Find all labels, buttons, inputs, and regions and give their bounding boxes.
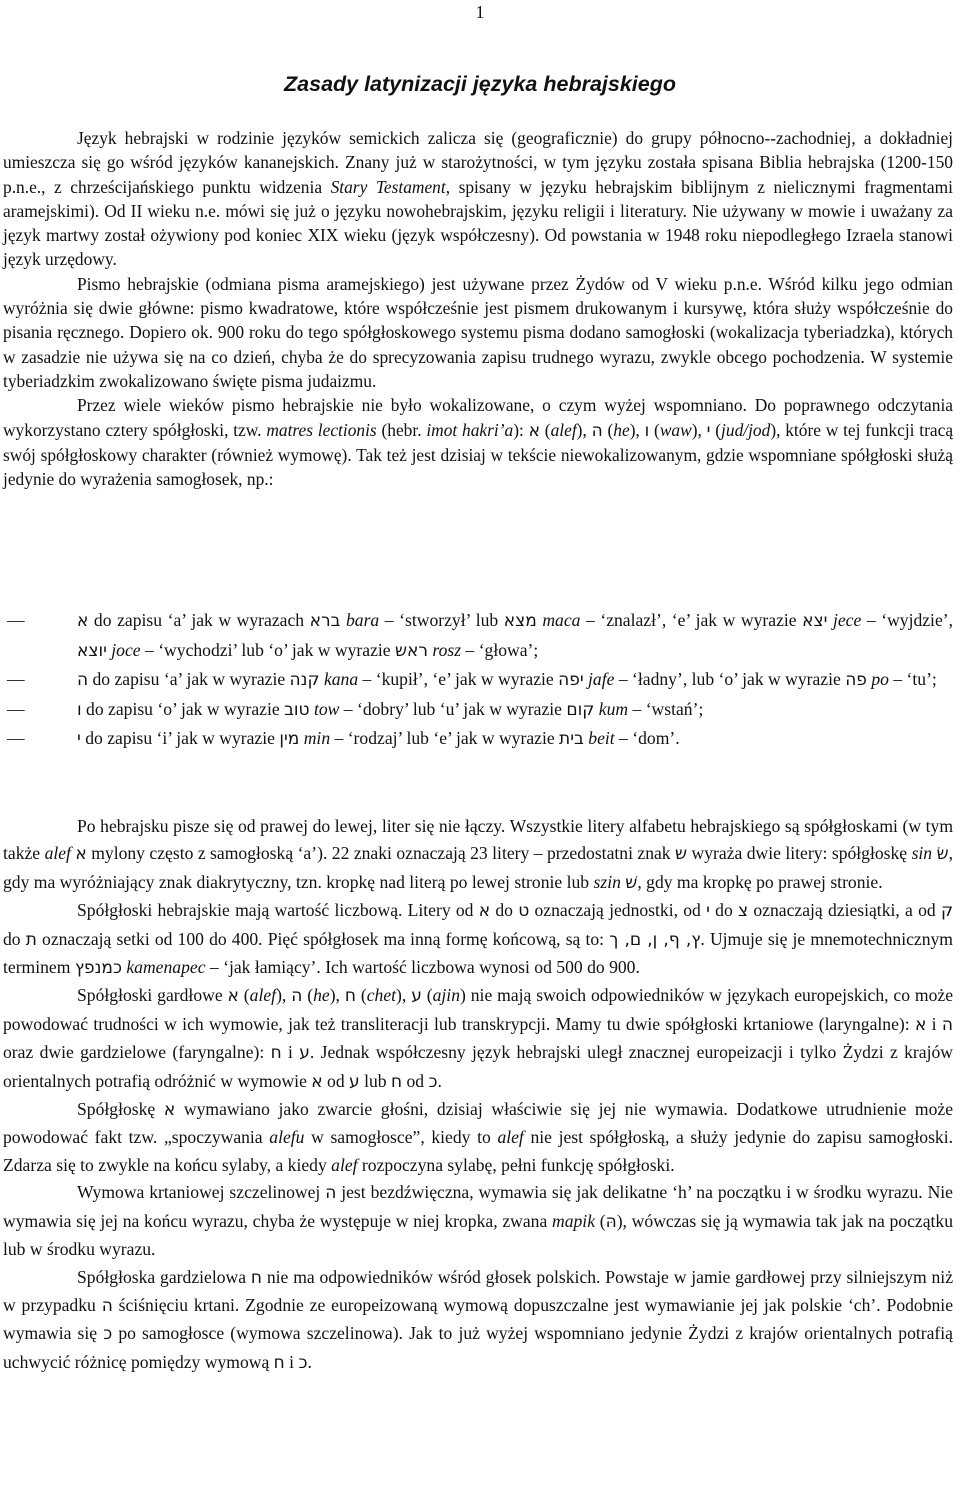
text-run: – ‘wychodzi’ lub ‘o’ jak w wyrazie — [140, 639, 395, 660]
hebrew-glyph: שׁ — [625, 872, 638, 893]
text-run: ( — [421, 985, 433, 1006]
hebrew-glyph: כ — [298, 1352, 308, 1373]
list-dash: — — [7, 728, 25, 749]
text-run: wyraża dwie litery: spółgłoskę — [687, 843, 912, 864]
hebrew-glyph: יפה — [558, 670, 584, 691]
text-run: Przez wiele wieków pismo hebrajskie nie było wokalizowane, o czym wyżej wspomniano. Do poprawnego odczytania wykorzystano cztery spółgłoski, tzw. — [3, 395, 953, 440]
list-item — [3, 665, 953, 695]
italic-term: kum — [598, 698, 629, 719]
hebrew-glyph: ח — [250, 1267, 262, 1288]
list-dash: — — [7, 669, 25, 690]
hebrew-glyph: א — [478, 901, 491, 922]
text-run: Spółgłoska gardzielowa — [77, 1266, 251, 1287]
hebrew-glyph: יוצא — [77, 640, 107, 661]
text-run: . — [437, 1070, 442, 1091]
hebrew-glyph: י — [706, 901, 710, 922]
hebrew-glyph: א — [528, 420, 540, 441]
italic-term: bara — [345, 610, 380, 630]
italic-term: jece — [832, 610, 862, 630]
text-run: ( — [595, 1210, 606, 1231]
hebrew-glyph: ו — [77, 699, 82, 720]
italic-term: alef — [550, 419, 577, 440]
body-section-2 — [3, 813, 953, 1377]
hebrew-glyph: צ — [738, 901, 749, 922]
hebrew-glyph: מין — [279, 729, 300, 750]
hebrew-glyph: י — [706, 420, 711, 441]
text-run: ( — [355, 985, 367, 1006]
text-run: Spółgłoski hebrajskie mają wartość liczbową. Litery od — [77, 900, 479, 921]
hebrew-glyph: ה — [77, 670, 89, 691]
text-run: – ‘znalazł’, ‘e’ jak w wyrazie — [580, 610, 803, 630]
text-run: do — [490, 900, 519, 921]
text-run: ): — [513, 419, 529, 440]
text-run: Po hebrajsku pisze się od prawej do lewej, liter się nie łączy. Wszystkie litery alfabetu hebrajskiego są spółgłoskami (w tym także — [3, 816, 953, 864]
text-run: . Ujmuje się je mnemotechnicznym terminem — [3, 928, 953, 978]
text-run: ściśnięciu krtani. Zgodnie ze europeizowaną wymową dopuszczalne jest wymawianie jej jak polskie ‘ch’. Podobnie wymawia się — [3, 1294, 953, 1344]
italic-term: alef — [497, 1127, 524, 1148]
hebrew-glyph: י — [77, 729, 81, 750]
text-run: ( — [649, 419, 660, 440]
text-run: ( — [302, 985, 314, 1006]
text-run: , spisany w języku hebrajskim biblijnym z nielicznymi fragmentami aramejskimi). Od II wieku n.e. mówi się już o języku nowohebrajskim, języku religii i literatury. Nie używany w mowie i uważany za język martwy został ożywiony pod koniec XIX wieku (język współczesny). Od powstania w 1948 roku niepodległego Izraela stanowi język urzędowy. — [3, 176, 953, 270]
text-run: jest bezdźwięczna, wymawia się jak delikatne ‘h’ na początku i w środku wyrazu. Nie wymawia się jej na końcu wyrazu, chyba że występuje w niej kropka, zwana — [3, 1182, 953, 1231]
text-run: – ‘rodzaj’ lub ‘e’ jak w wyrazie — [330, 728, 560, 749]
text-run: ) nie mają swoich odpowiedników w językach europejskich, co może powodować trudności w ich wymowie, jak też transliteracji lub transkrypcji. Mamy tu dwie spółgłoski krtaniowe (laryngalne): — [3, 985, 954, 1034]
text-run: – ‘jak łamiący’. Ich wartość liczbowa wynosi od 500 do 900. — [205, 957, 640, 978]
text-run: . Jednak współczesny język hebrajski uległ znacznej europeizacji i tylko Żydzi z krajów orientalnych potrafią odróżnić w wymowie — [3, 1042, 953, 1091]
hebrew-glyph: שׂ — [936, 844, 949, 865]
hebrew-glyph: ה — [325, 1183, 337, 1204]
italic-term: jud/jod — [721, 419, 771, 440]
list-dash: — — [7, 698, 25, 719]
text-run: – ‘wyjdzie’, — [861, 610, 954, 630]
text-run: ), — [629, 419, 645, 440]
text-run: – ‘ładny’, lub ‘o’ jak w wyrazie — [614, 669, 846, 690]
paragraph-guttural — [3, 982, 953, 1096]
list-dash: — — [7, 610, 25, 630]
hebrew-glyph: ראש — [394, 640, 428, 661]
italic-term: jafe — [588, 669, 615, 690]
text-run: oraz dwie gardzielowe (faryngalne): — [3, 1042, 271, 1063]
hebrew-glyph: ה — [291, 986, 303, 1007]
hebrew-glyph: ק — [940, 901, 954, 922]
text-run: do — [709, 900, 739, 921]
italic-term: szin — [593, 871, 621, 892]
italic-term: kamenapec — [126, 957, 206, 978]
hebrew-glyph: א — [75, 844, 87, 865]
text-run: Język hebrajski w rodzinie języków semickich zalicza się (geograficznie) do grupy północno--zachodniej, a dokładniej umieszcza się go wśród języków kananejskich. Znany już w starożytności, w tym języku została spisana Biblia hebrajska (1200-150 p.n.e., z chrześcijańskiego punktu widzenia — [3, 128, 953, 197]
hebrew-glyph: ש — [675, 844, 688, 865]
text-run: ( — [238, 985, 250, 1006]
hebrew-glyph: ת — [25, 929, 37, 950]
italic-term: he — [313, 985, 330, 1006]
hebrew-glyph: כמנפץ — [74, 958, 122, 979]
hebrew-glyph: א — [163, 1100, 176, 1121]
text-run: – ‘tu’; — [888, 669, 937, 690]
text-run: – ‘stworzył’ lub — [379, 610, 504, 630]
hebrew-glyph: ע — [349, 1071, 360, 1092]
italic-term: sin — [911, 843, 933, 864]
text-run: – ‘wstań’; — [628, 698, 704, 719]
body-section-1 — [3, 126, 953, 491]
hebrew-glyph: מצא — [503, 611, 537, 631]
text-run: oznaczają jednostki, od — [529, 900, 707, 921]
italic-term: ajin — [432, 985, 460, 1006]
italic-term: tow — [313, 698, 340, 719]
text-run: do zapisu ‘o’ jak w wyrazie — [81, 698, 285, 719]
hebrew-glyph: א — [311, 1071, 323, 1092]
text-run: nie jest spółgłoską, a służy jedynie do zapisu samogłoski. Zdarza się to zwykle na końcu sylaby, a kiedy — [3, 1127, 954, 1175]
italic-term: matres lectionis — [266, 419, 377, 440]
hebrew-glyph: פה — [845, 670, 867, 691]
hebrew-glyph: ה — [941, 1014, 954, 1035]
italic-term: rosz — [432, 639, 462, 660]
text-run: mylony często z samogłoską ‘a’). 22 znaki oznaczają 23 litery – przedostatni znak — [86, 843, 676, 864]
hebrew-glyph: יצא — [802, 611, 828, 631]
text-run: ( — [540, 419, 551, 440]
hebrew-glyph: ח — [344, 986, 356, 1007]
text-run: do — [3, 928, 26, 949]
text-run: – ‘głowa’; — [461, 639, 539, 660]
text-run: oznaczają dziesiątki, a od — [748, 900, 941, 921]
text-run: ), — [396, 985, 412, 1006]
text-run: ), — [691, 419, 707, 440]
italic-term: joce — [111, 639, 141, 660]
list-item — [3, 695, 953, 725]
hebrew-glyph: קנה — [289, 670, 320, 691]
hebrew-glyph: ט — [518, 901, 530, 922]
text-run: ( — [602, 419, 614, 440]
text-run: ), — [576, 419, 592, 440]
examples-list — [3, 606, 953, 754]
text-run: Pismo hebrajskie (odmiana pisma aramejskiego) jest używane przez Żydów od V wieku p.n.e. Wśród kilku jego odmian wyróżnia się dwie główne: pismo kwadratowe, które współcześnie jest pismem drukowanym i kursywę, która służy współcześnie do pisania ręcznego. Dopiero ok. 900 roku do tego spółgłoskowego systemu pisma dodano samogłoski (wokalizacja tyberiadzka), których w zasadzie nie używa się na co dzień, chyba że do sprecyzowania zapisu trudnego wyrazu, zwykle obcego pochodzenia. W systemie tyberiadzkim zwokalizowano święte pisma judaizmu. — [3, 273, 953, 391]
hebrew-glyph: ברא — [309, 611, 341, 631]
text-run: i — [926, 1013, 942, 1034]
hebrew-glyph: א — [227, 986, 239, 1007]
italic-term: he — [613, 419, 630, 440]
italic-term: maca — [542, 610, 581, 630]
text-run: i — [284, 1351, 299, 1372]
hebrew-glyph: ץ, ף, ן, ם, ך — [609, 929, 701, 950]
hebrew-glyph: כ — [428, 1071, 438, 1092]
paragraph-intro — [3, 126, 953, 272]
paragraph-chet — [3, 1264, 953, 1378]
hebrew-glyph: הּ — [605, 1211, 617, 1232]
text-run: , gdy ma kropkę po prawej stronie. — [637, 871, 883, 892]
hebrew-glyph: ח — [390, 1071, 403, 1092]
text-run: , gdy ma wyróżniający znak diakrytyczny, tzn. kropkę nad literą po lewej stronie lub — [3, 843, 954, 892]
hebrew-glyph: ע — [411, 986, 422, 1007]
hebrew-glyph: ו — [644, 420, 650, 441]
italic-term: alefu — [269, 1127, 305, 1148]
italic-term: min — [303, 728, 331, 749]
italic-term: po — [871, 669, 889, 690]
text-run: Spółgłoskę — [77, 1099, 164, 1120]
paragraph-matres-lectionis — [3, 393, 953, 491]
italic-term: waw — [659, 419, 692, 440]
text-run: wymawiano jako zwarcie głośni, dzisiaj właściwie się jej nie wymawia. Dodatkowe utrudnienie może powodować fakt tzw. „spoczywania — [3, 1099, 954, 1148]
italic-term: alef — [44, 843, 71, 864]
text-run: (hebr. — [376, 419, 427, 440]
text-run: ), — [329, 985, 345, 1006]
paragraph-direction — [3, 813, 953, 897]
paragraph-numeric-values — [3, 897, 953, 982]
italic-term: beit — [588, 728, 615, 749]
hebrew-glyph: קום — [566, 699, 595, 720]
hebrew-glyph: ה — [101, 1295, 113, 1316]
text-run: – ‘dobry’ lub ‘u’ jak w wyrazie — [339, 698, 567, 719]
hebrew-glyph: ח — [270, 1043, 282, 1064]
italic-term: kana — [323, 669, 359, 690]
text-run: – ‘dom’. — [614, 728, 680, 749]
text-run: oznaczają setki od 100 do 400. Pięć spółgłosek ma inną formę końcową, są to: — [36, 928, 610, 949]
text-run: ), — [276, 985, 292, 1006]
italic-term: imot hakri’a — [426, 419, 514, 440]
paragraph-he — [3, 1179, 953, 1263]
hebrew-glyph: ע — [299, 1043, 310, 1064]
text-run: lub — [359, 1070, 391, 1091]
hebrew-glyph: א — [77, 611, 89, 631]
hebrew-glyph: א — [914, 1014, 927, 1035]
text-run: ), które w tej funkcji tracą swój spółgłoskowy charakter (również wymowę). Tak też jest dzisiaj w tekście niewokalizowanym, gdzie wspomniane spółgłoski służą jedynie do wyrażenia samogłosek, np.: — [3, 419, 954, 490]
text-run: Wymowa krtaniowej szczelinowej — [77, 1182, 326, 1203]
italic-term: chet — [366, 985, 397, 1006]
hebrew-glyph: ח — [273, 1352, 285, 1373]
text-run: Spółgłoski gardłowe — [77, 985, 228, 1006]
text-run: do zapisu ‘a’ jak w wyrazie — [88, 669, 290, 690]
text-run: w samogłosce”, kiedy to — [304, 1127, 498, 1148]
italic-term: mapik — [552, 1210, 595, 1231]
text-run: do zapisu ‘i’ jak w wyrazie — [80, 728, 280, 749]
italic-term: Stary Testament — [330, 176, 446, 197]
page-number: 1 — [475, 2, 485, 22]
paragraph-pismo — [3, 272, 953, 393]
hebrew-glyph: טוב — [284, 699, 310, 720]
text-run: ), wówczas się ją wymawia tak jak na początku lub w środku wyrazu. — [3, 1210, 953, 1260]
hebrew-glyph: כ — [103, 1324, 113, 1345]
paragraph-alef — [3, 1096, 953, 1179]
text-run: od — [402, 1070, 429, 1091]
text-run: do zapisu ‘a’ jak w wyrazach — [88, 610, 310, 630]
text-run: . — [307, 1351, 312, 1372]
italic-term: alef — [331, 1154, 358, 1175]
italic-term: alef — [249, 985, 277, 1006]
text-run: ( — [710, 419, 722, 440]
hebrew-glyph: ה — [591, 420, 603, 441]
text-run: rozpoczyna sylabę, pełni funkcję spółgłoski. — [357, 1154, 675, 1175]
text-run: nie ma odpowiedników wśród głosek polskich. Powstaje w jamie gardłowej przy silniejszym niż w przypadku — [3, 1266, 954, 1315]
list-item — [3, 724, 953, 754]
text-run: od — [322, 1070, 350, 1091]
text-run: po samogłosce (wymowa szczelinowa). Jak to już wyżej wspomniano jedynie Żydzi z krajów orientalnych potrafią uchwycić różnicę pomiędzy wymową — [3, 1323, 953, 1372]
text-run: i — [281, 1042, 300, 1063]
document-title: Zasady latynizacji języka hebrajskiego — [284, 72, 676, 96]
list-item — [3, 606, 953, 665]
hebrew-glyph: בית — [559, 729, 584, 750]
text-run: – ‘kupił’, ‘e’ jak w wyrazie — [358, 669, 559, 690]
